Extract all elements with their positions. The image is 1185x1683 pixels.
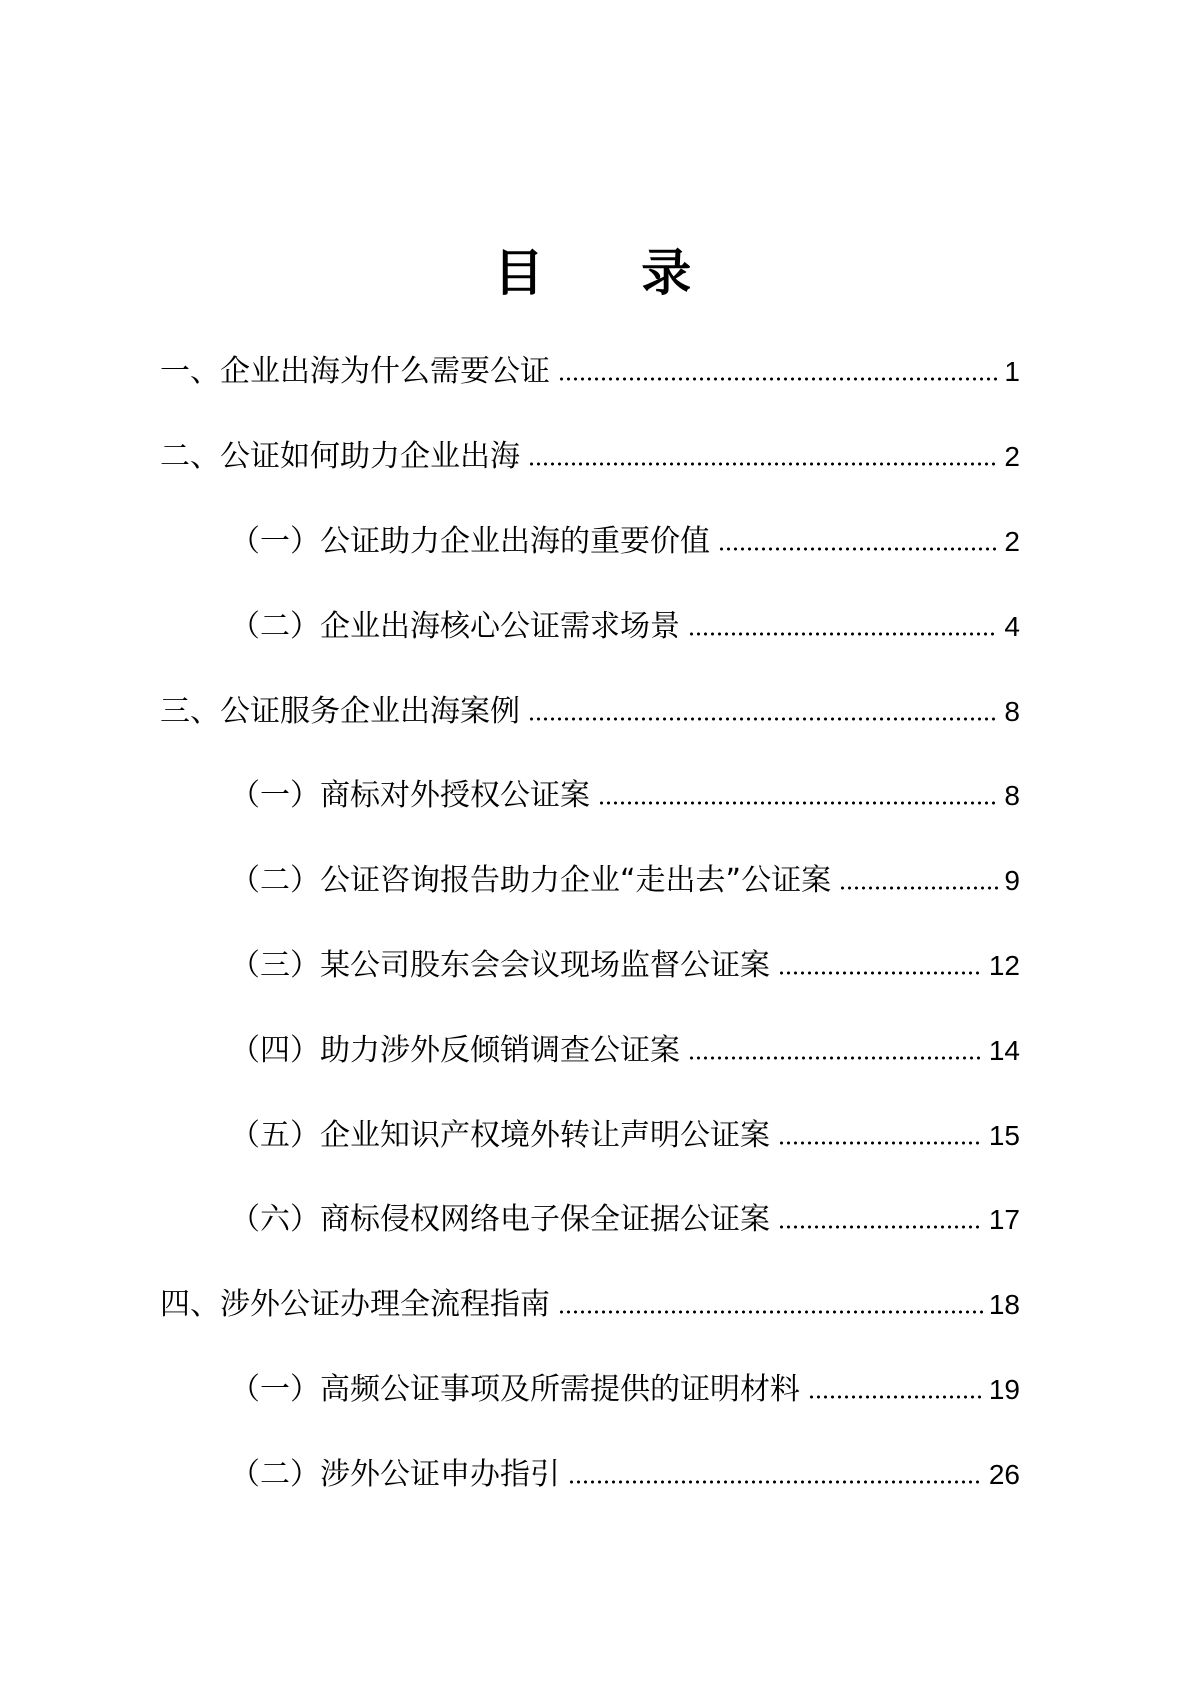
toc-dot-leader [558, 377, 998, 381]
toc-dot-leader [839, 886, 998, 890]
toc-dot-leader [718, 547, 998, 551]
toc-entry[interactable] [0, 1093, 1185, 1178]
toc-entry[interactable] [0, 500, 1185, 585]
toc-dot-leader [778, 971, 983, 975]
toc-entry-text: （一）商标对外授权公证案 [230, 778, 590, 814]
toc-entry[interactable] [0, 669, 1185, 754]
toc-entry-text: 一、企业出海为什么需要公证 [160, 354, 550, 390]
toc-entry[interactable] [0, 924, 1185, 1009]
toc-entry-text: （三）某公司股东会会议现场监督公证案 [230, 947, 770, 983]
toc-page-number: 26 [988, 1458, 1020, 1490]
toc-dot-leader [558, 1310, 983, 1314]
toc-dot-leader [568, 1480, 983, 1484]
toc-page-number: 12 [988, 949, 1020, 981]
toc-page-number: 2 [1004, 525, 1020, 557]
toc-page-number: 9 [1004, 865, 1020, 897]
toc-entry-text: 四、涉外公证办理全流程指南 [160, 1287, 550, 1323]
toc-dot-leader [808, 1395, 983, 1399]
toc-dot-leader [528, 462, 998, 466]
toc-entry[interactable] [0, 839, 1185, 924]
toc-entry[interactable] [0, 330, 1185, 415]
toc-entry-text: （二）涉外公证申办指引 [230, 1456, 560, 1492]
toc-entry-text: （二）公证咨询报告助力企业“走出去”公证案 [230, 863, 832, 899]
toc-entry-text: （六）商标侵权网络电子保全证据公证案 [230, 1202, 770, 1238]
toc-entry-text: （四）助力涉外反倾销调查公证案 [230, 1032, 680, 1068]
toc-entry-text: （一）高频公证事项及所需提供的证明材料 [230, 1371, 800, 1407]
toc-page-number: 17 [988, 1204, 1020, 1236]
toc-page-number: 14 [988, 1034, 1020, 1066]
toc-page-number: 2 [1004, 441, 1020, 473]
toc-entry[interactable] [0, 1263, 1185, 1348]
toc-entry[interactable] [0, 415, 1185, 500]
toc-entry[interactable] [0, 584, 1185, 669]
toc-page-number: 18 [988, 1289, 1020, 1321]
toc-dot-leader [528, 717, 998, 721]
toc-page-number: 1 [1004, 356, 1020, 388]
toc-entry[interactable] [0, 1432, 1185, 1517]
toc-list [0, 330, 1185, 1517]
toc-page-number: 19 [988, 1373, 1020, 1405]
toc-dot-leader [688, 632, 998, 636]
toc-entry[interactable] [0, 1348, 1185, 1433]
toc-dot-leader [778, 1141, 983, 1145]
toc-page-number: 8 [1004, 695, 1020, 727]
toc-entry[interactable] [0, 1008, 1185, 1093]
toc-entry-text: 二、公证如何助力企业出海 [160, 439, 520, 475]
toc-page-number: 15 [988, 1119, 1020, 1151]
toc-dot-leader [688, 1056, 983, 1060]
toc-title: 目 录 [493, 244, 732, 302]
toc-dot-leader [778, 1225, 983, 1229]
toc-entry-text: （五）企业知识产权境外转让声明公证案 [230, 1117, 770, 1153]
toc-entry-text: （二）企业出海核心公证需求场景 [230, 608, 680, 644]
toc-entry[interactable] [0, 1178, 1185, 1263]
toc-entry[interactable] [0, 754, 1185, 839]
toc-page-number: 8 [1004, 780, 1020, 812]
toc-entry-text: （一）公证助力企业出海的重要价值 [230, 523, 710, 559]
toc-entry-text: 三、公证服务企业出海案例 [160, 693, 520, 729]
toc-dot-leader [598, 801, 998, 805]
toc-page-number: 4 [1004, 610, 1020, 642]
